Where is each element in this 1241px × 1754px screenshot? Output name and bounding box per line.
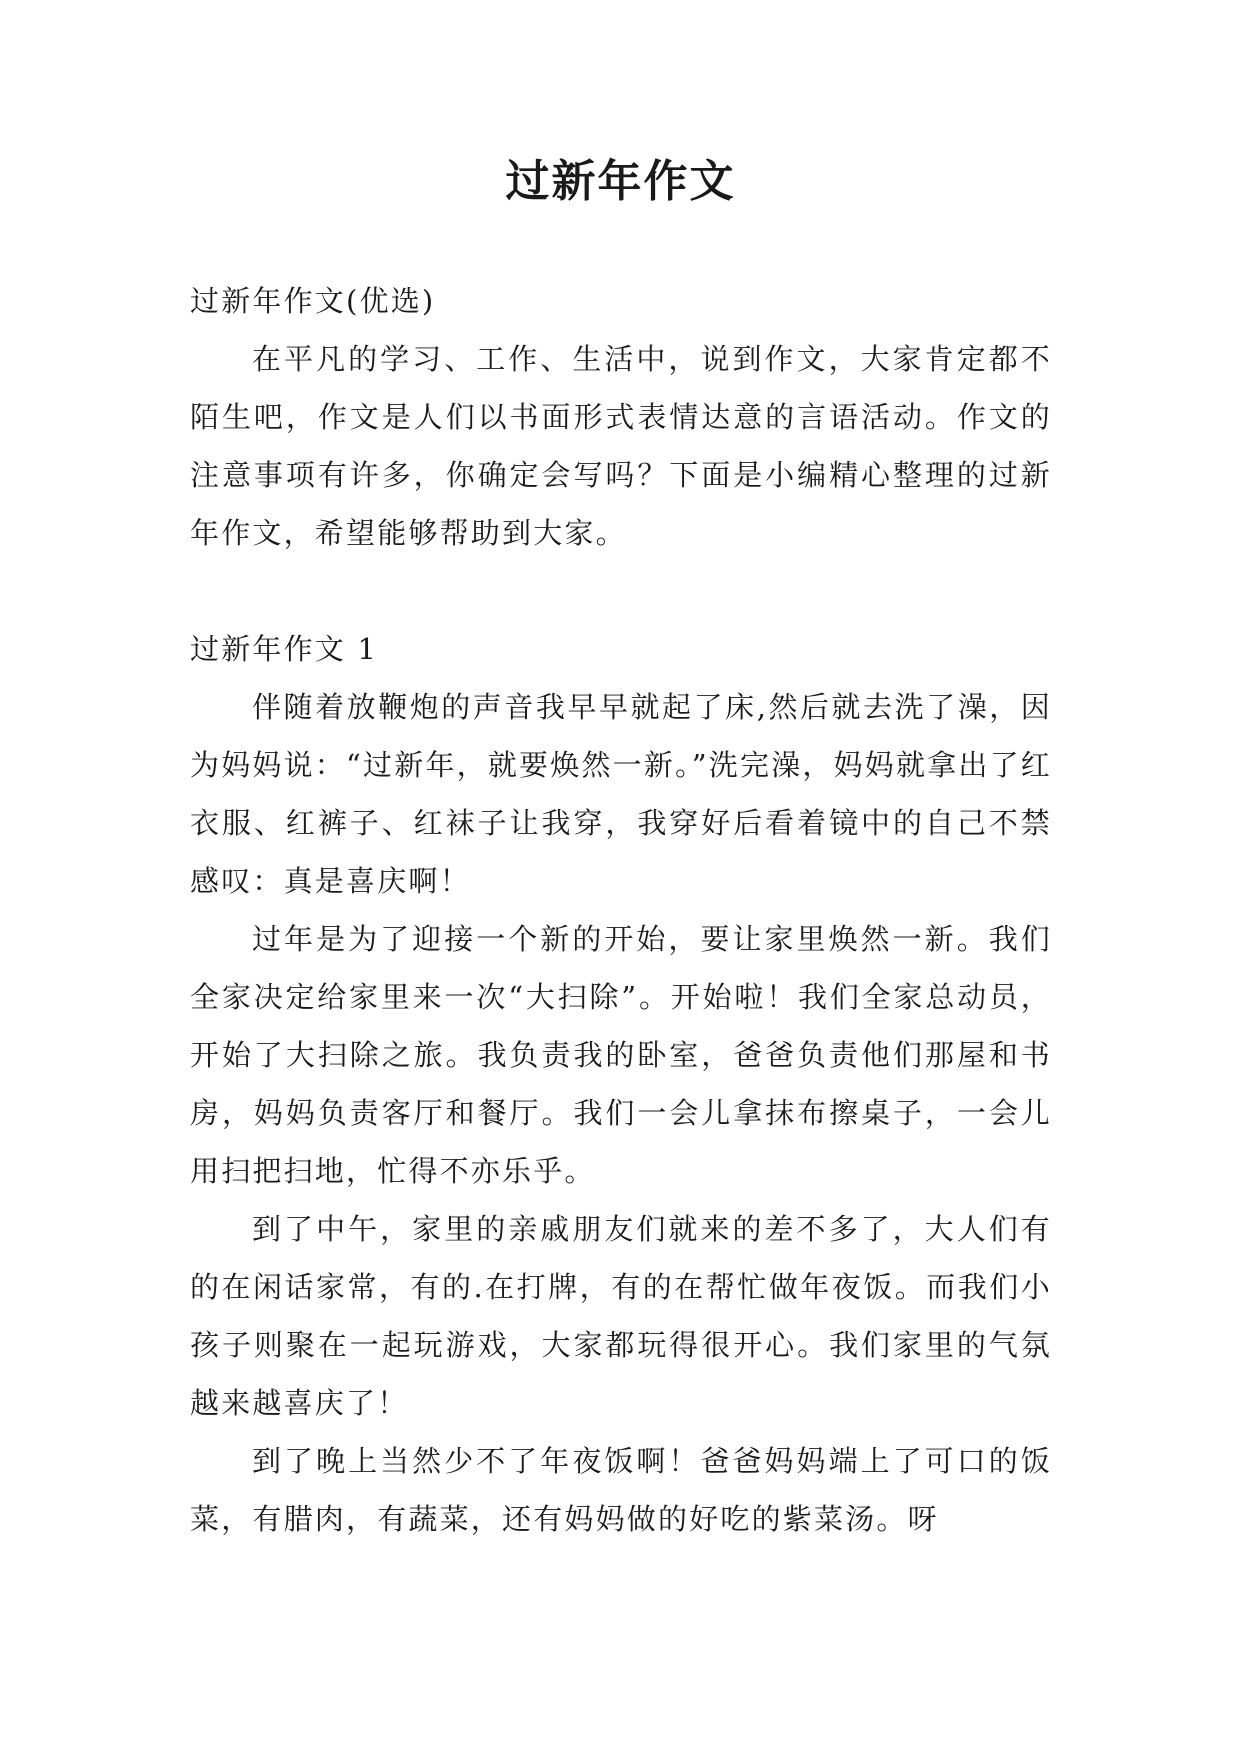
document-body <box>190 272 1052 1548</box>
body-paragraph: 到了中午，家里的亲戚朋友们就来的差不多了，大人们有的在闲话家常，有的.在打牌，有的在帮忙做年夜饭。而我们小孩子则聚在一起玩游戏，大家都玩得很开心。我们家里的气氛越来越喜庆了！ <box>190 1212 1052 1420</box>
intro-paragraph: 在平凡的学习、工作、生活中，说到作文，大家肯定都不陌生吧，作文是人们以书面形式表情达意的言语活动。作文的注意事项有许多，你确定会写吗？下面是小编精心整理的过新年作文，希望能够帮助到大家。 <box>190 342 1052 550</box>
document-subtitle: 过新年作文(优选) <box>190 284 436 318</box>
document-title: 过新年作文 <box>505 156 736 207</box>
body-paragraph: 到了晚上当然少不了年夜饭啊！爸爸妈妈端上了可口的饭菜，有腊肉，有蔬菜，还有妈妈做的好吃的紫菜汤。呀 <box>190 1444 1052 1536</box>
body-paragraph: 伴随着放鞭炮的声音我早早就起了床,然后就去洗了澡，因为妈妈说：“过新年，就要焕然一新。”洗完澡，妈妈就拿出了红衣服、红裤子、红袜子让我穿，我穿好后看着镜中的自己不禁感叹：真是喜庆啊！ <box>190 690 1052 898</box>
section-spacer <box>190 562 1052 620</box>
section-heading: 过新年作文 1 <box>190 632 379 666</box>
body-paragraph: 过年是为了迎接一个新的开始，要让家里焕然一新。我们全家决定给家里来一次“大扫除”。开始啦！我们全家总动员，开始了大扫除之旅。我负责我的卧室，爸爸负责他们那屋和书房，妈妈负责客厅和餐厅。我们一会儿拿抹布擦桌子，一会儿用扫把扫地，忙得不亦乐乎。 <box>190 922 1052 1188</box>
